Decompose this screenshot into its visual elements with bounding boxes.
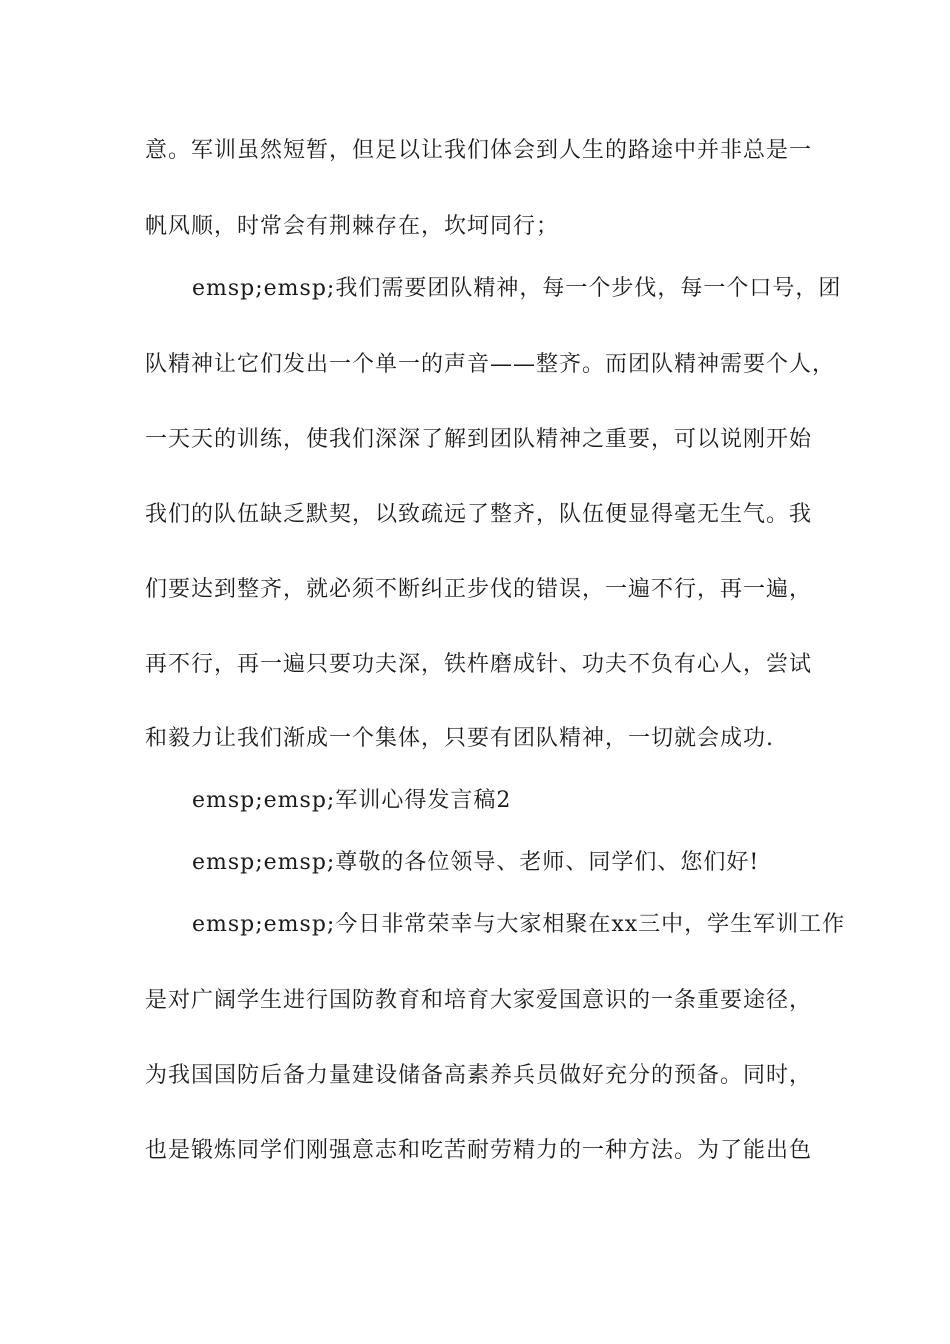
text-line: 队精神让它们发出一个单一的声音——整齐。而团队精神需要个人， [145,352,836,377]
text-line: emsp;emsp;今日非常荣幸与大家相聚在xx三中，学生军训工作 [192,912,846,937]
text-line: 也是锻炼同学们刚强意志和吃苦耐劳精力的一种方法。为了能出色 [145,1138,813,1163]
text-line: 是对广阔学生进行国防教育和培育大家爱国意识的一条重要途径， [145,988,813,1013]
section-heading: emsp;emsp;军训心得发言稿2 [192,788,512,813]
text-line: 为我国国防后备力量建设储备高素养兵员做好充分的预备。同时， [145,1063,813,1088]
text-line: 再不行，再一遍只要功夫深，铁杵磨成针、功夫不负有心人，尝试 [145,652,813,677]
text-line: 意。军训虽然短暂，但足以让我们体会到人生的路途中并非总是一 [145,138,813,163]
salutation: emsp;emsp;尊敬的各位领导、老师、同学们、您们好! [192,850,760,875]
text-line: 们要达到整齐，就必须不断纠正步伐的错误，一遍不行，再一遍， [145,577,813,602]
text-line: 一天天的训练，使我们深深了解到团队精神之重要，可以说刚开始 [145,427,813,452]
text-line: emsp;emsp;我们需要团队精神，每一个步伐，每一个口号，团 [192,276,842,301]
text-line: 和毅力让我们渐成一个集体，只要有团队精神，一切就会成功. [145,726,774,751]
text-line: 我们的队伍缺乏默契，以致疏远了整齐，队伍便显得毫无生气。我 [145,502,813,527]
text-line: 帆风顺，时常会有荆棘存在，坎坷同行； [145,214,560,239]
